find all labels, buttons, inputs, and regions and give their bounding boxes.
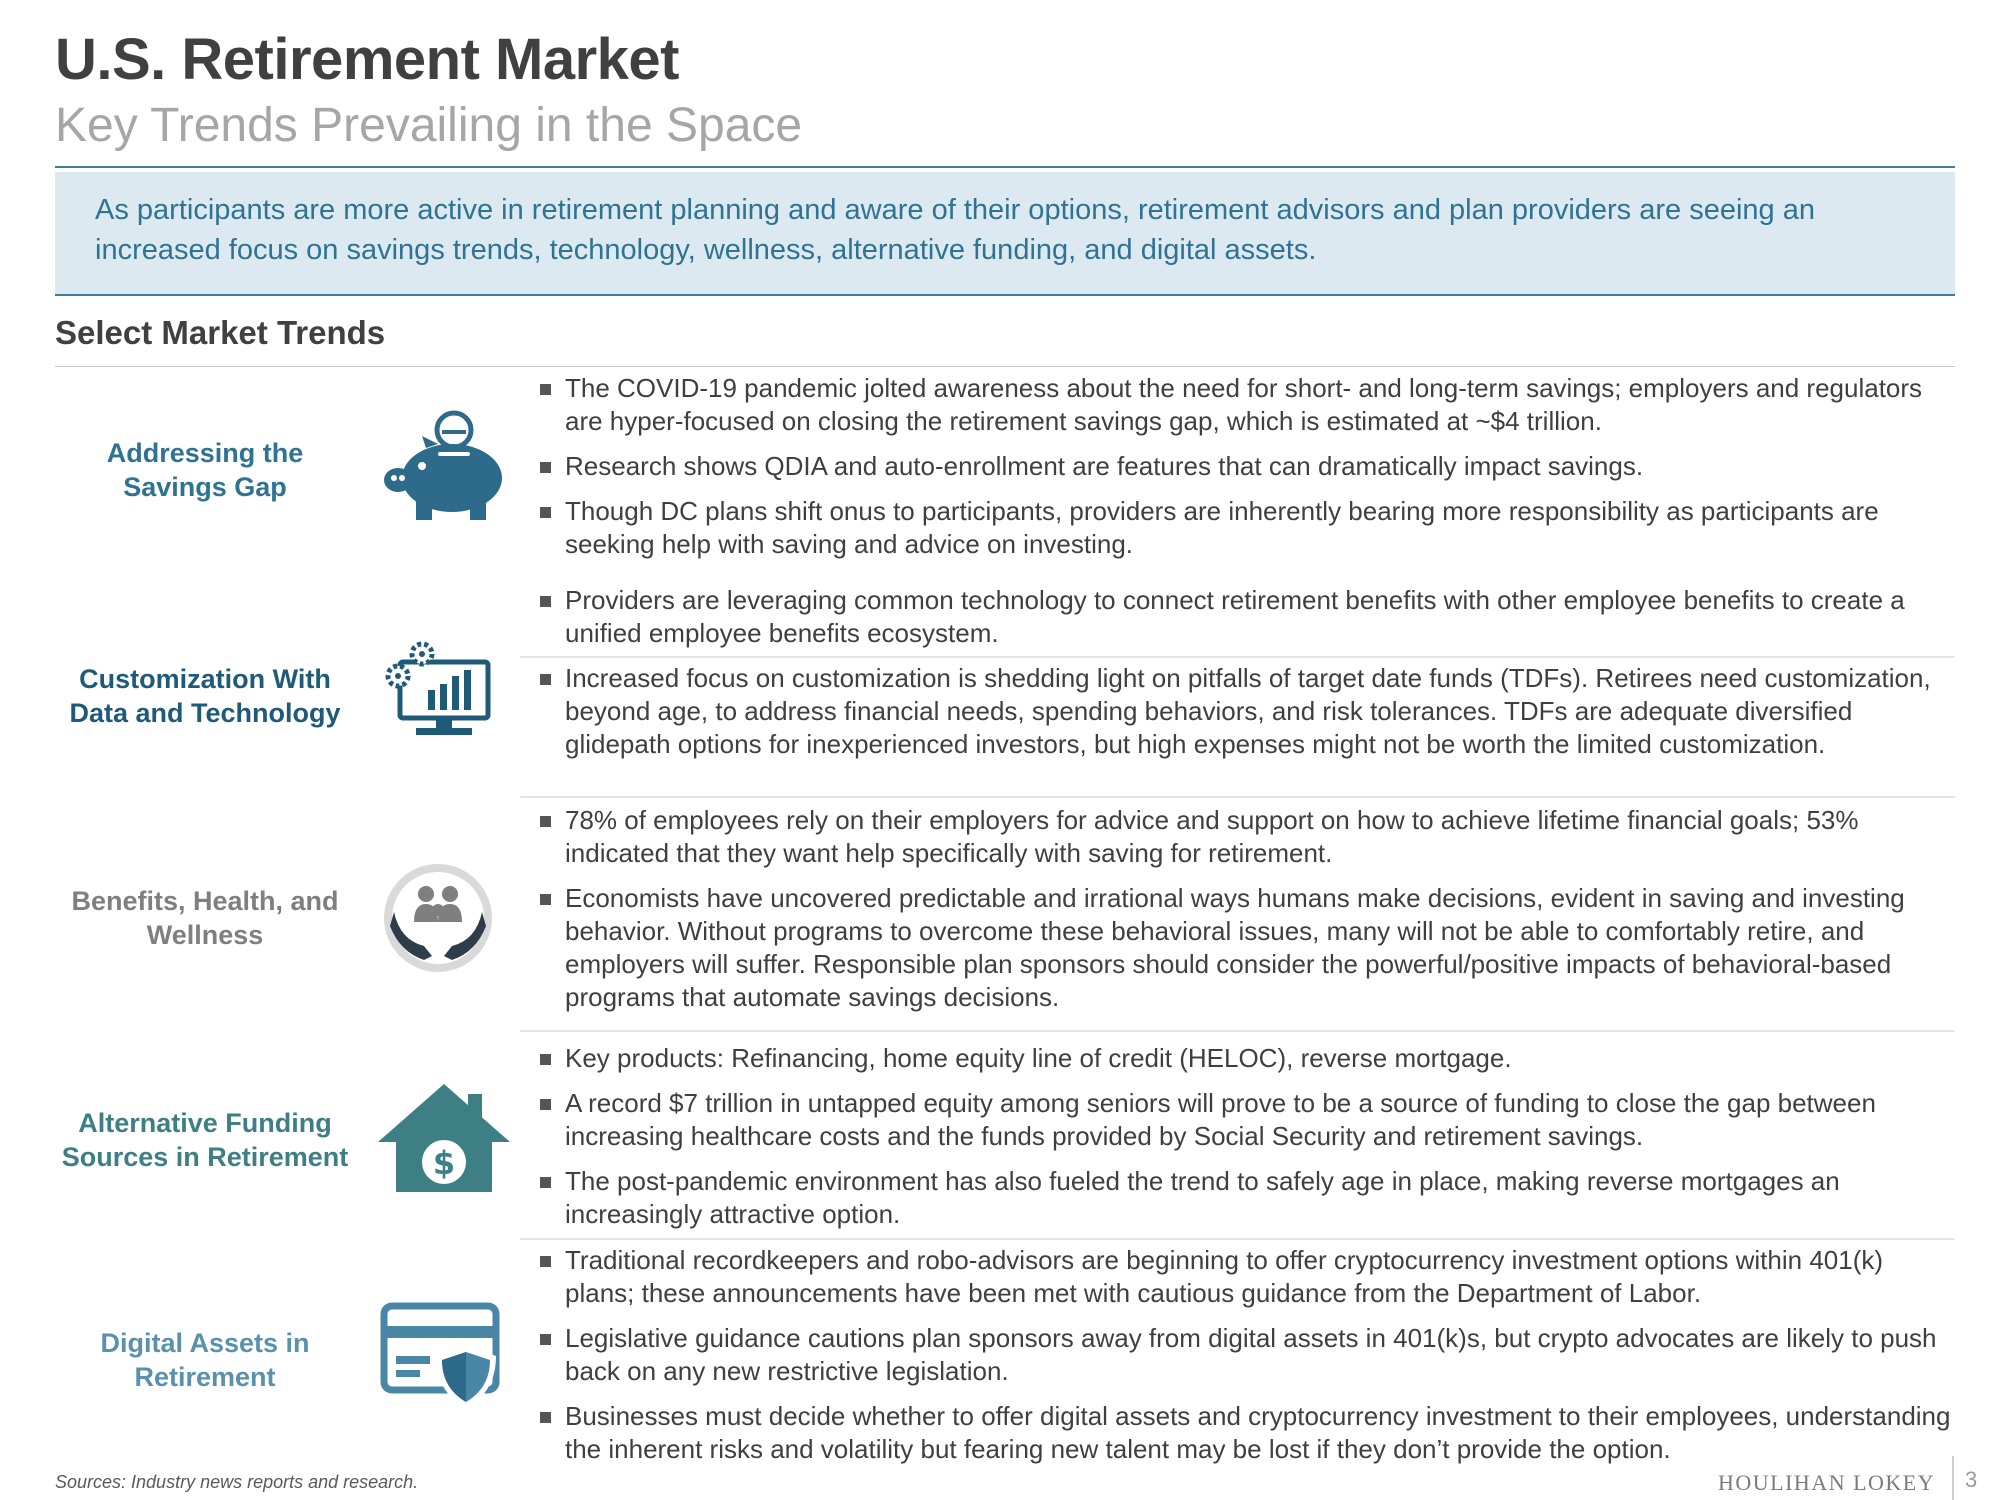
trend-label-alternative-funding: Alternative Funding Sources in Retirement — [61, 1108, 349, 1172]
row-divider — [520, 656, 1955, 658]
trend-bullets-alternative-funding — [540, 1042, 1955, 1243]
bullet-item: Economists have uncovered predictable and irrational ways humans make decisions, evident in saving and investing behavior. Without programs to overcome these behavioral issues, many will not be able to comfortably retire, and employers will suffer. Responsible plan sponsors should consider the powerful/positive impacts of behavioral-based programs that automate savings decisions. — [540, 882, 1955, 1014]
bullet-item: Research shows QDIA and auto-enrollment are features that can dramatically impact savings. — [540, 450, 1955, 483]
trend-bullets-savings-gap — [540, 372, 1955, 573]
bullet-item: Key products: Refinancing, home equity line of credit (HELOC), reverse mortgage. — [540, 1042, 1955, 1075]
footer-divider — [1952, 1456, 1954, 1500]
bullet-item: Traditional recordkeepers and robo-advisors are beginning to offer cryptocurrency investment options within 401(k) plans; these announcements have been met with cautious guidance from the Department of Labor. — [540, 1244, 1955, 1310]
bullet-item: A record $7 trillion in untapped equity among seniors will prove to be a source of funding to close the gap between increasing healthcare costs and the funds provided by Social Security and retirement savings. — [540, 1087, 1955, 1153]
card-shield-icon — [380, 1302, 506, 1412]
bullet-item: Though DC plans shift onus to participants, providers are inherently bearing more responsibility as participants are seeking help with saving and advice on investing. — [540, 495, 1955, 561]
bullet-item: Businesses must decide whether to offer digital assets and cryptocurrency investment to their employees, understanding the inherent risks and volatility but fearing new talent may be lost if they don’t provide the option. — [540, 1400, 1955, 1466]
piggy-bank-icon — [382, 410, 512, 522]
page-title: U.S. Retirement Market — [55, 27, 679, 92]
section-title: Select Market Trends — [55, 314, 386, 351]
title-divider — [55, 166, 1955, 168]
bullet-item: The COVID-19 pandemic jolted awareness about the need for short- and long-term savings; employers and regulators are hyper-focused on closing the retirement savings gap, which is estimated at ~$4 trillion. — [540, 372, 1955, 438]
row-divider — [520, 796, 1955, 798]
bullet-item: The post-pandemic environment has also fueled the trend to safely age in place, making reverse mortgages an increasingly attractive option. — [540, 1165, 1955, 1231]
trend-label-customization: Customization With Data and Technology — [69, 664, 341, 728]
bullet-item: Providers are leveraging common technology to connect retirement benefits with other employee benefits to create a unified employee benefits ecosystem. — [540, 584, 1955, 650]
trend-bullets-digital-assets — [540, 1244, 1955, 1478]
monitor-chart-gears-icon — [382, 640, 494, 740]
house-dollar-icon — [374, 1078, 514, 1196]
row-divider — [520, 1238, 1955, 1240]
family-care-hands-icon — [380, 860, 496, 976]
intro-callout-text: As participants are more active in retirement planning and aware of their options, retirement advisors and plan providers are seeing an increased focus on savings trends, technology, wellness, alternative funding, and digital assets. — [95, 194, 1815, 266]
trend-label-digital-assets: Digital Assets in Retirement — [100, 1328, 310, 1392]
row-divider — [520, 1030, 1955, 1032]
page-number: 3 — [1965, 1467, 1978, 1492]
trend-label-savings-gap: Addressing the Savings Gap — [106, 438, 304, 502]
trend-label-wellness: Benefits, Health, and Wellness — [71, 886, 339, 950]
trend-bullets-customization-continued — [540, 662, 1955, 773]
bullet-item: Increased focus on customization is shedding light on pitfalls of target date funds (TDFs). Retirees need customization, beyond age, to address financial needs, spending behaviors, and risk tolerances. TDFs are adequate diversified glidepath options for inexperienced investors, but high expenses might not be worth the limited customization. — [540, 662, 1955, 761]
trend-bullets-customization — [540, 584, 1955, 662]
bullet-item: 78% of employees rely on their employers for advice and support on how to achieve lifetime financial goals; 53% indicated that they want help specifically with saving for retirement. — [540, 804, 1955, 870]
bullet-item: Legislative guidance cautions plan sponsors away from digital assets in 401(k)s, but crypto advocates are likely to push back on any new restrictive legislation. — [540, 1322, 1955, 1388]
section-divider — [55, 366, 1955, 367]
trend-bullets-wellness — [540, 804, 1955, 1026]
brand-logo: HOULIHAN LOKEY — [1718, 1470, 1936, 1495]
page-subtitle: Key Trends Prevailing in the Space — [55, 99, 803, 152]
svg-text:$: $ — [432, 1144, 456, 1182]
sources-note: Sources: Industry news reports and research. — [55, 1472, 419, 1492]
intro-callout — [55, 172, 1955, 296]
